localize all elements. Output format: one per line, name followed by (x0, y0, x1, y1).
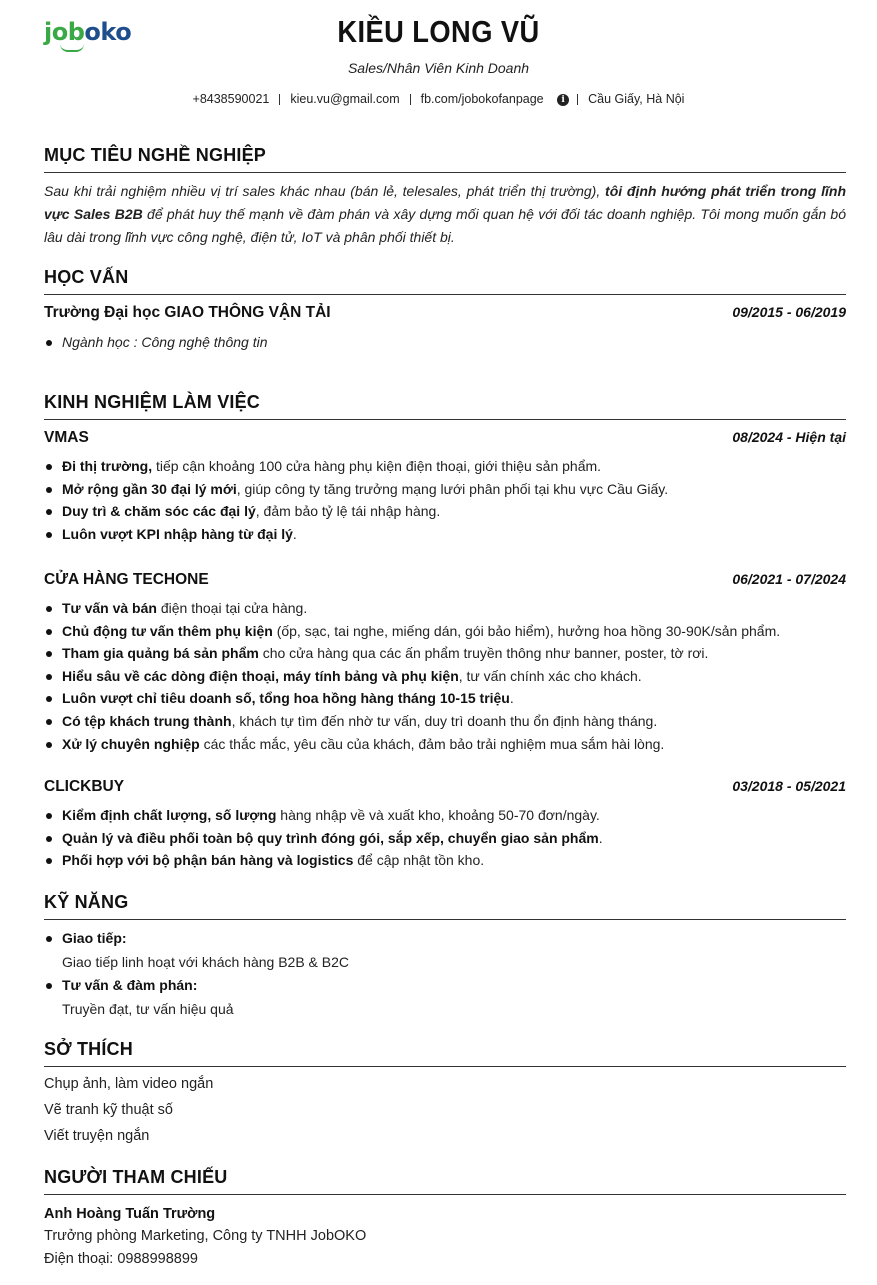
hobby-item: Chụp ảnh, làm video ngắn (44, 1076, 214, 1092)
reference-name: Anh Hoàng Tuấn Trường (44, 1206, 216, 1222)
list-item: Tư vấn và bán điện thoại tại cửa hàng. (44, 597, 846, 620)
reference-phone: Điện thoại: 0988998899 (44, 1251, 198, 1267)
objective-text (44, 180, 846, 249)
contact-location: Cầu Giấy, Hà Nội (588, 92, 685, 106)
list-item (44, 331, 846, 354)
objective-text-bold: tôi định hướng phát triển trong lĩnh vực Sales B2B (44, 183, 847, 222)
list-item: Quản lý và điều phối toàn bộ quy trình đóng gói, sắp xếp, chuyển giao sản phẩm. (44, 827, 846, 850)
job-date: 08/2024 - Hiện tại (732, 429, 846, 445)
section-heading-reference: NGƯỜI THAM CHIẾU (44, 1167, 846, 1195)
list-item: Mở rộng gần 30 đại lý mới, giúp công ty tăng trưởng mạng lưới phân phối tại khu vực Cầu Giấy. (44, 478, 846, 501)
skills-list (44, 927, 846, 1021)
list-item: Tham gia quảng bá sản phẩm cho cửa hàng qua các ấn phẩm truyền thông như banner, poster, tờ rơi. (44, 642, 846, 665)
contact-phone: +8438590021 (192, 92, 270, 106)
list-item: Hiểu sâu về các dòng điện thoại, máy tính bảng và phụ kiện, tư vấn chính xác cho khách. (44, 665, 846, 688)
job-date: 03/2018 - 05/2021 (732, 778, 846, 794)
info-icon: i (557, 94, 569, 106)
education-list (44, 331, 846, 354)
logo-part-1: job (44, 18, 85, 46)
list-item: Luôn vượt chỉ tiêu doanh số, tổng hoa hồng hàng tháng 10-15 triệu. (44, 687, 846, 710)
objective-text-2: để phát huy thế mạnh về đàm phán và xây dựng mối quan hệ với đối tác doanh nghiệp. Tôi mong muốn gắn bó lâu dài trong lĩnh vực công nghệ, điện tử, IoT và phân phối thiết bị. (44, 206, 846, 245)
contact-line (0, 92, 877, 106)
contact-separator (577, 94, 578, 105)
logo-part-2: oko (84, 18, 132, 46)
list-item: Giao tiếp: Giao tiếp linh hoạt với khách hàng B2B & B2C (44, 927, 846, 974)
objective-text-1: Sau khi trải nghiệm nhiều vị trí sales khác nhau (bán lẻ, telesales, phát triển thị trường), (44, 183, 606, 199)
list-item: Có tệp khách trung thành, khách tự tìm đến nhờ tư vấn, duy trì doanh thu ổn định hàng tháng. (44, 710, 846, 733)
job-date: 06/2021 - 07/2024 (732, 571, 846, 587)
list-item: Kiểm định chất lượng, số lượng hàng nhập về và xuất kho, khoảng 50-70 đơn/ngày. (44, 804, 846, 827)
contact-separator (410, 94, 411, 105)
contact-facebook[interactable]: fb.com/jobokofanpage (420, 92, 544, 106)
list-item: Duy trì & chăm sóc các đại lý, đảm bảo tỷ lệ tái nhập hàng. (44, 500, 846, 523)
section-heading-hobbies: SỞ THÍCH (44, 1039, 846, 1067)
list-item: Phối hợp với bộ phận bán hàng và logistics để cập nhật tồn kho. (44, 849, 846, 872)
company-name: CỬA HÀNG TECHONE (44, 571, 209, 588)
list-item: Xử lý chuyên nghiệp các thắc mắc, yêu cầu của khách, đảm bảo trải nghiệm mua sắm hài lòng. (44, 733, 846, 756)
candidate-name: KIỀU LONG VŨ (337, 14, 540, 49)
school-name: Trường Đại học GIAO THÔNG VẬN TẢI (44, 304, 331, 321)
education-row (44, 304, 846, 322)
list-item: Đi thị trường, tiếp cận khoảng 100 cửa hàng phụ kiện điện thoại, giới thiệu sản phẩm. (44, 455, 846, 478)
job-bullets-techone (44, 597, 846, 755)
education-major: Ngành học : Công nghệ thông tin (62, 334, 268, 350)
section-heading-objective: MỤC TIÊU NGHỀ NGHIỆP (44, 145, 846, 173)
contact-email[interactable]: kieu.vu@gmail.com (290, 92, 400, 106)
section-heading-skills: KỸ NĂNG (44, 892, 846, 920)
job-row-techone (44, 571, 846, 589)
contact-separator (279, 94, 280, 105)
list-item: Tư vấn & đàm phán: Truyền đạt, tư vấn hiệu quả (44, 974, 846, 1021)
education-date: 09/2015 - 06/2019 (732, 304, 846, 320)
job-bullets-clickbuy (44, 804, 846, 872)
company-name: CLICKBUY (44, 778, 125, 795)
job-row-clickbuy (44, 778, 846, 796)
list-item: Chủ động tư vấn thêm phụ kiện (ốp, sạc, tai nghe, miếng dán, gói bảo hiểm), hưởng hoa hồng 30-90K/sản phẩm. (44, 620, 846, 643)
hobby-item: Vẽ tranh kỹ thuật số (44, 1102, 173, 1118)
hobby-item: Viết truyện ngắn (44, 1128, 150, 1144)
job-row-vmas (44, 429, 846, 447)
company-name: VMAS (44, 429, 89, 446)
list-item: Luôn vượt KPI nhập hàng từ đại lý. (44, 523, 846, 546)
reference-position: Trưởng phòng Marketing, Công ty TNHH JobOKO (44, 1228, 367, 1244)
job-bullets-vmas (44, 455, 846, 545)
candidate-title: Sales/Nhân Viên Kinh Doanh (347, 60, 530, 76)
section-heading-education: HỌC VẤN (44, 267, 846, 295)
section-heading-experience: KINH NGHIỆM LÀM VIỆC (44, 392, 846, 420)
